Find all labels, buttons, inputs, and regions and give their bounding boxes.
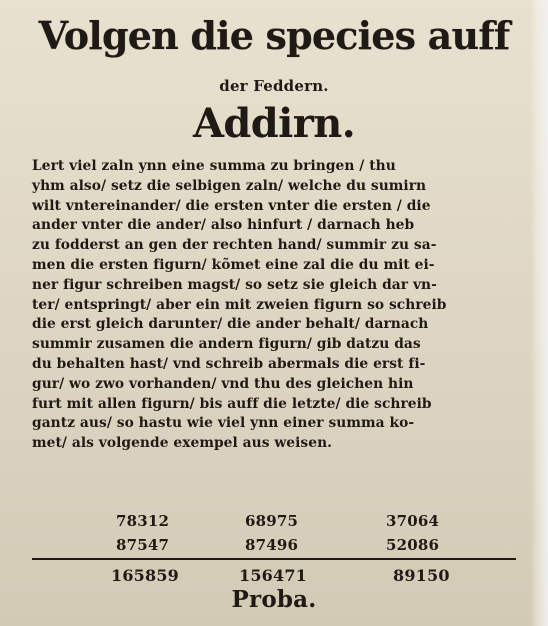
paragraph-line: summir zusamen die andern figurn/ gib datzu das [32,336,421,353]
section-heading: Addirn. [192,100,356,147]
sum-rule [32,558,516,560]
paragraph-line: yhm also/ setz die selbigen zaln/ welche du sumirn [32,177,427,194]
paragraph-line: gantz aus/ so hastu wie viel ynn einer summa ko- [32,415,415,432]
page-subtitle: der Feddern. [219,77,329,95]
example-col-2-middle: 87496 [245,536,299,554]
cut-off-line [34,617,504,626]
paragraph-line: ner figur schreiben magst/ so setz sie gleich dar vn- [32,276,437,293]
paragraph-line: du behalten hast/ vnd schreib abermals die erst fi- [32,355,426,372]
paragraph-line: gur/ wo zwo vorhanden/ vnd thu des gleichen hin [32,375,414,392]
example-col-3-middle: 52086 [386,536,440,554]
paragraph-line: wilt vntereinander/ die ersten vnter die ersten / die [32,197,431,214]
example-col-3-top: 37064 [386,512,440,530]
paragraph-line: men die ersten figurn/ kõmet eine zal die du mit ei- [32,256,435,273]
example-col-3-sum: 89150 [393,566,450,585]
paragraph-line: Lert viel zaln ynn eine summa zu bringen / thu [32,158,396,174]
proba-heading: Proba. [231,586,317,613]
paragraph-line: zu fodderst an gen der rechten hand/ summir zu sa- [32,237,437,254]
body-paragraph [32,157,512,454]
paragraph-line: ander vnter die ander/ also hinfurt / darnach heb [32,217,415,234]
example-col-1-top: 78312 [116,512,170,530]
example-col-2-sum: 156471 [239,566,307,585]
paragraph-line: furt mit allen figurn/ bis auff die letzte/ die schreib [32,395,432,412]
paragraph-line: die erst gleich darunter/ die ander behalt/ darnach [32,316,429,333]
page-title: Volgen die species auff [38,13,510,58]
example-col-2-top: 68975 [245,512,299,530]
example-col-1-sum: 165859 [111,566,179,585]
example-col-1-middle: 87547 [116,536,170,554]
paragraph-line: ter/ entspringt/ aber ein mit zweien figurn so schreib [32,296,447,313]
paragraph-line: met/ als volgende exempel aus weisen. [32,435,333,452]
